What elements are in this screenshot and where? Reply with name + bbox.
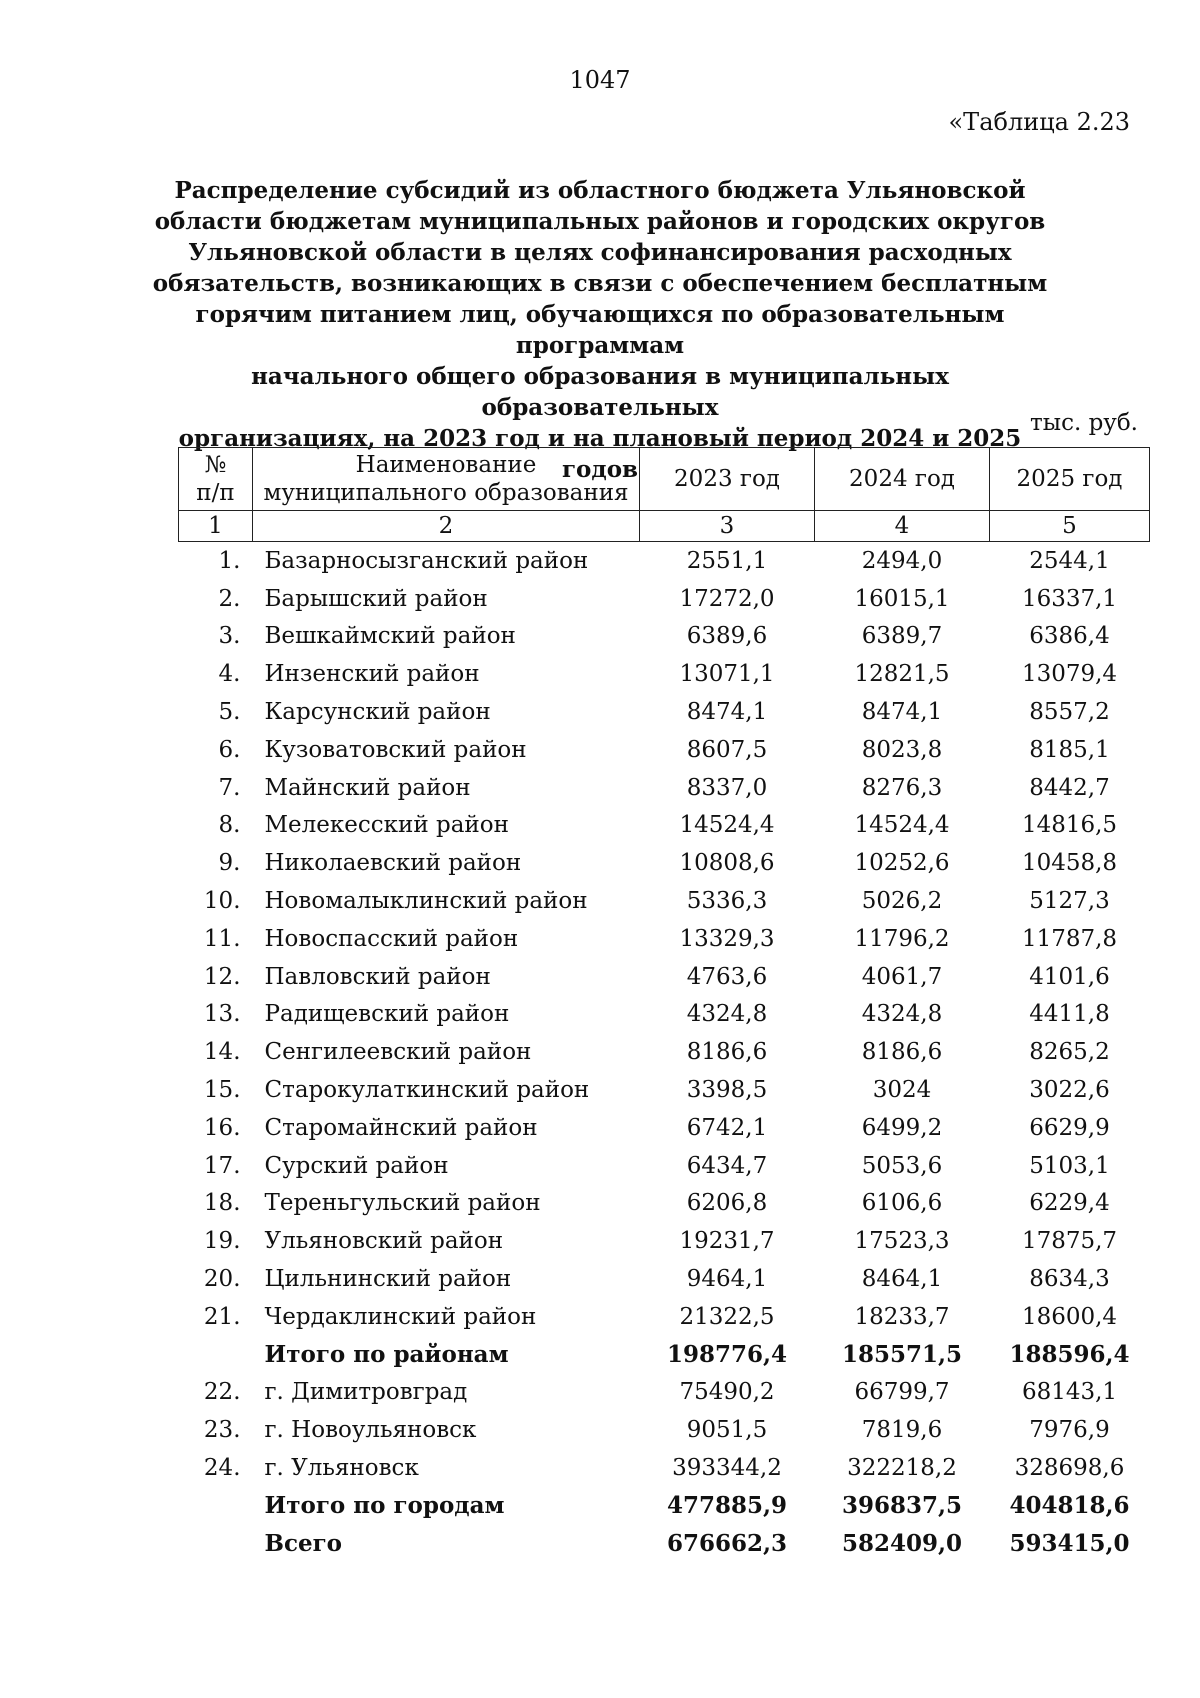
municipality-name: Итого по районам [264,1341,509,1369]
value-2023: 6434,7 [686,1152,768,1179]
value-2023: 10808,6 [679,850,775,877]
table-row [179,1298,1150,1336]
subsidy-table [178,447,1150,1563]
municipality-name: г. Ульяновск [264,1455,419,1482]
value-2025: 10458,8 [1021,850,1118,877]
value-2023: 6206,8 [686,1190,768,1217]
table-row [179,1033,1150,1071]
value-2024: 12821,5 [854,661,950,688]
value-2024: 4324,8 [861,1001,943,1028]
title-line: Распределение субсидий из областного бюджета Ульяновской [174,177,1026,204]
value-2024: 582409,0 [841,1530,963,1558]
municipality-name: Кузоватовский район [264,736,527,763]
value-2025: 8557,2 [1029,699,1110,726]
row-number: 8. [218,812,241,839]
row-number: 20. [203,1266,241,1293]
municipality-name: Майнский район [264,774,471,801]
row-number: 13. [203,1001,241,1028]
value-2024: 17523,3 [854,1228,950,1255]
municipality-name: Карсунский район [264,699,491,726]
title-line: обязательств, возникающих в связи с обеспечением бесплатным [152,270,1048,297]
municipality-name: Итого по городам [264,1492,505,1520]
row-number: 5. [218,699,241,726]
header-name [253,448,640,511]
table-row [179,655,1150,693]
row-number [179,1525,253,1563]
value-2023: 6389,6 [686,623,768,650]
municipality-name: Ульяновский район [264,1228,504,1255]
row-number: 1. [218,547,241,574]
municipality-name: Павловский район [264,963,491,990]
municipality-name: Старомайнский район [264,1114,538,1141]
value-2024: 8023,8 [861,736,943,763]
table-row [179,693,1150,731]
value-2024: 7819,6 [861,1417,943,1444]
row-number: 4. [218,661,241,688]
value-2025: 5127,3 [1029,888,1110,915]
value-2025: 8185,1 [1029,736,1110,763]
row-number: 2. [218,585,241,612]
value-2023: 19231,7 [679,1228,775,1255]
document-title [150,175,1050,485]
municipality-name: Мелекесский район [264,812,509,839]
value-2025: 6229,4 [1029,1190,1110,1217]
title-line: начального общего образования в муниципальных образовательных [251,363,949,421]
value-2025: 328698,6 [1014,1455,1125,1482]
value-2025: 404818,6 [1009,1492,1130,1520]
value-2024: 16015,1 [854,585,950,612]
municipality-name: Тереньгульский район [264,1190,541,1217]
value-2025: 8442,7 [1029,774,1110,801]
municipality-name: Чердаклинский район [264,1303,537,1330]
value-2024: 6499,2 [861,1114,943,1141]
row-number: 11. [203,925,241,952]
value-2023: 393344,2 [672,1455,782,1482]
value-2024: 8186,6 [861,1039,943,1066]
row-number: 9. [218,850,241,877]
row-number: 24. [203,1455,241,1482]
value-2024: 6106,6 [861,1190,943,1217]
table-total-row [179,1525,1150,1563]
row-number: 22. [203,1379,241,1406]
value-2024: 185571,5 [841,1341,963,1369]
row-number [179,1487,253,1525]
table-row [179,958,1150,996]
value-2025: 4411,8 [1029,1001,1110,1028]
column-index: 3 [640,511,815,542]
value-2024: 66799,7 [854,1379,950,1406]
value-2023: 3398,5 [686,1077,768,1104]
municipality-name: Радищевский район [264,1001,510,1028]
value-2025: 11787,8 [1021,925,1118,952]
value-2023: 676662,3 [666,1530,788,1558]
table-row [179,1185,1150,1223]
row-number: 3. [218,623,241,650]
header-number-line2: п/п [196,480,235,506]
table-row [179,1147,1150,1185]
value-2024: 396837,5 [841,1492,963,1520]
row-number: 7. [218,774,241,801]
title-line: горячим питанием лиц, обучающихся по образовательным программам [195,301,1005,359]
municipality-name: Цильнинский район [264,1266,512,1293]
value-2023: 8607,5 [686,736,768,763]
value-2023: 2551,1 [686,547,768,574]
value-2024: 14524,4 [854,812,950,839]
row-number: 6. [218,736,241,763]
value-2025: 593415,0 [1009,1530,1130,1558]
header-number [179,448,253,511]
table-row [179,882,1150,920]
table-row [179,769,1150,807]
value-2024: 5026,2 [861,888,943,915]
value-2023: 13071,1 [679,661,775,688]
table-row [179,731,1150,769]
value-2023: 9051,5 [686,1417,768,1444]
table-row [179,996,1150,1034]
value-2025: 7976,9 [1029,1417,1110,1444]
value-2023: 4763,6 [686,963,768,990]
table-row [179,618,1150,656]
value-2025: 188596,4 [1009,1341,1130,1369]
row-number: 16. [203,1114,241,1141]
municipality-name: Новоспасский район [264,925,519,952]
municipality-name: Старокулаткинский район [264,1077,590,1104]
table-header-row [179,448,1150,511]
table-row [179,542,1150,580]
table-row [179,1411,1150,1449]
value-2024: 5053,6 [861,1152,943,1179]
value-2024: 8474,1 [861,699,943,726]
value-2025: 16337,1 [1021,585,1118,612]
municipality-name: Николаевский район [264,850,522,877]
value-2025: 13079,4 [1021,661,1118,688]
value-2023: 4324,8 [686,1001,768,1028]
table-total-row [179,1487,1150,1525]
municipality-name: Новомалыклинский район [264,888,588,915]
table-row [179,1071,1150,1109]
value-2025: 68143,1 [1021,1379,1118,1406]
municipality-name: Сенгилеевский район [264,1039,532,1066]
value-2025: 6629,9 [1029,1114,1110,1141]
value-2025: 8634,3 [1029,1266,1110,1293]
header-2025: 2025 год [990,448,1150,511]
table-row [179,580,1150,618]
value-2024: 11796,2 [854,925,950,952]
table-row [179,1222,1150,1260]
column-index: 4 [815,511,990,542]
municipality-name: Вешкаймский район [264,623,516,650]
value-2023: 477885,9 [666,1492,788,1520]
value-2023: 9464,1 [686,1266,768,1293]
title-line: Ульяновской области в целях софинансирования расходных [188,239,1012,266]
table-total-row [179,1336,1150,1374]
row-number: 21. [203,1303,241,1330]
row-number: 19. [203,1228,241,1255]
value-2024: 6389,7 [861,623,943,650]
title-line: области бюджетам муниципальных районов и городских округов [154,208,1046,235]
table-row [179,844,1150,882]
municipality-name: г. Новоульяновск [264,1417,477,1444]
value-2024: 3024 [872,1077,932,1104]
row-number: 12. [203,963,241,990]
value-2025: 2544,1 [1029,547,1110,574]
municipality-name: Инзенский район [264,661,480,688]
value-2025: 17875,7 [1021,1228,1118,1255]
value-2023: 14524,4 [679,812,775,839]
value-2023: 5336,3 [686,888,768,915]
table-row [179,1109,1150,1147]
value-2024: 2494,0 [861,547,943,574]
column-index-row [179,511,1150,542]
value-2023: 75490,2 [679,1379,775,1406]
row-number [179,1336,253,1374]
municipality-name: Базарносызганский район [264,547,589,574]
value-2023: 8474,1 [686,699,768,726]
value-2024: 8464,1 [861,1266,943,1293]
unit-label: тыс. руб. [1030,410,1138,436]
value-2025: 3022,6 [1029,1077,1110,1104]
value-2023: 17272,0 [679,585,775,612]
table-row [179,1260,1150,1298]
value-2023: 198776,4 [666,1341,788,1369]
value-2024: 4061,7 [861,963,943,990]
municipality-name: Всего [264,1530,343,1558]
value-2023: 8186,6 [686,1039,768,1066]
value-2023: 21322,5 [679,1303,775,1330]
page-number: 1047 [569,66,631,94]
header-2024: 2024 год [815,448,990,511]
title-line: организациях, на 2023 год и на плановый период 2024 и 2025 годов [178,425,1022,483]
header-name-line2: муниципального образования [263,480,629,506]
row-number: 23. [203,1417,241,1444]
value-2023: 8337,0 [686,774,768,801]
value-2025: 18600,4 [1021,1303,1118,1330]
table-row [179,1374,1150,1412]
header-2023: 2023 год [640,448,815,511]
row-number: 15. [203,1077,241,1104]
row-number: 10. [203,888,241,915]
header-number-line1: № [204,452,227,478]
value-2025: 8265,2 [1029,1039,1110,1066]
value-2025: 14816,5 [1021,812,1118,839]
table-body [179,542,1150,1563]
municipality-name: Сурский район [264,1152,449,1179]
table-row [179,1449,1150,1487]
municipality-name: Барышский район [264,585,488,612]
value-2024: 18233,7 [854,1303,950,1330]
value-2024: 8276,3 [861,774,943,801]
table-row [179,807,1150,845]
column-index: 5 [990,511,1150,542]
column-index: 2 [253,511,640,542]
value-2025: 4101,6 [1029,963,1110,990]
row-number: 17. [203,1152,241,1179]
table-label: «Таблица 2.23 [948,108,1130,136]
column-index: 1 [179,511,253,542]
value-2023: 13329,3 [679,925,775,952]
value-2025: 6386,4 [1029,623,1110,650]
row-number: 18. [203,1190,241,1217]
value-2024: 322218,2 [847,1455,957,1482]
row-number: 14. [203,1039,241,1066]
table-row [179,920,1150,958]
value-2023: 6742,1 [686,1114,768,1141]
header-name-line1: Наименование [355,452,537,478]
value-2025: 5103,1 [1029,1152,1110,1179]
value-2024: 10252,6 [854,850,950,877]
municipality-name: г. Димитровград [264,1379,468,1406]
